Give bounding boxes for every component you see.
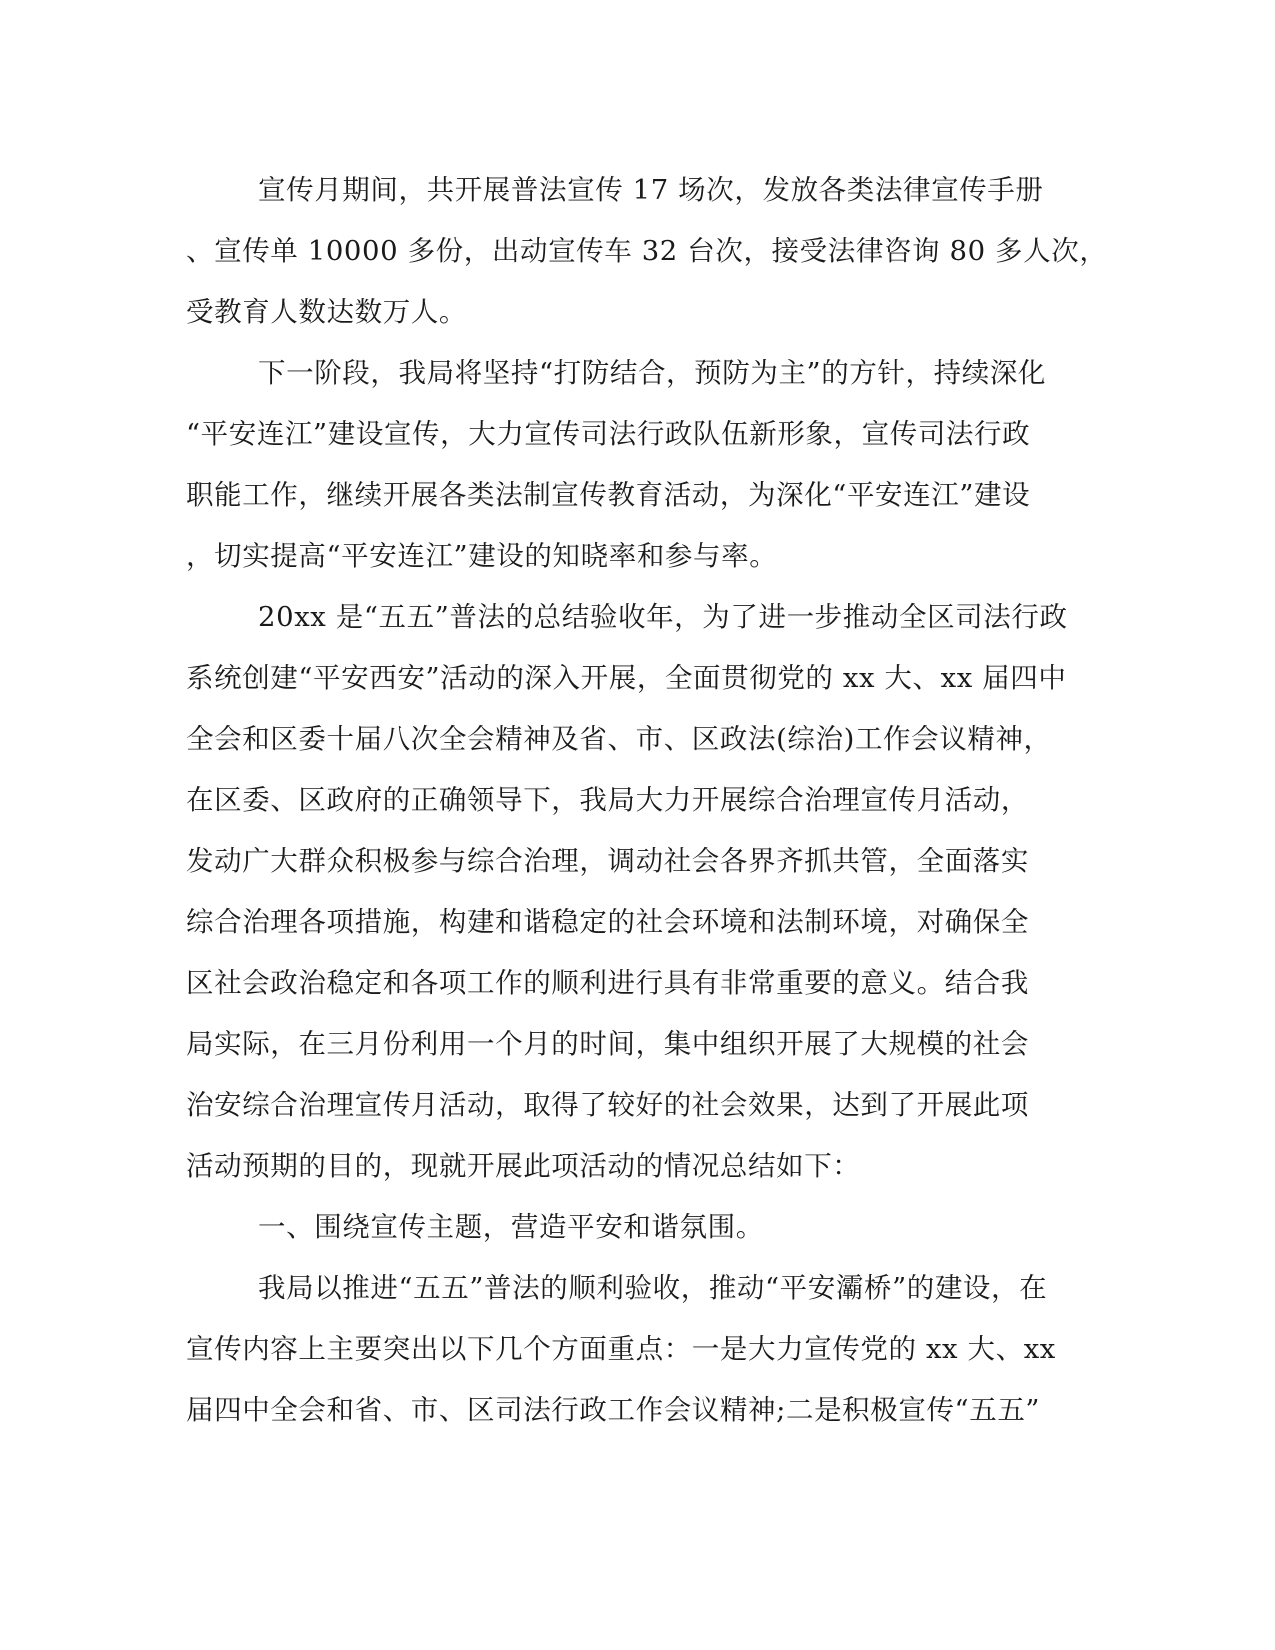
text-line: 系统创建“平安西安”活动的深入开展，全面贯彻党的 xx 大、xx 届四中 [186, 662, 1067, 694]
text-line: 宣传内容上主要突出以下几个方面重点：一是大力宣传党的 xx 大、xx [186, 1333, 1056, 1365]
text-line: 局实际，在三月份利用一个月的时间，集中组织开展了大规模的社会 [186, 1028, 1029, 1060]
text-line: 宣传月期间，共开展普法宣传 17 场次，发放各类法律宣传手册 [258, 174, 1044, 206]
text-line: 下一阶段，我局将坚持“打防结合，预防为主”的方针，持续深化 [258, 357, 1047, 389]
text-line: 区社会政治稳定和各项工作的顺利进行具有非常重要的意义。结合我 [186, 967, 1029, 999]
text-line: 我局以推进“五五”普法的顺利验收，推动“平安灞桥”的建设，在 [258, 1272, 1048, 1304]
section-heading: 一、围绕宣传主题，营造平安和谐氛围。 [258, 1211, 764, 1243]
text-line: 活动预期的目的，现就开展此项活动的情况总结如下： [186, 1150, 861, 1182]
text-line: ，切实提高“平安连江”建设的知晓率和参与率。 [186, 540, 778, 572]
text-line: 发动广大群众积极参与综合治理，调动社会各界齐抓共管，全面落实 [186, 845, 1029, 877]
text-line: 全会和区委十届八次全会精神及省、市、区政法(综治)工作会议精神， [186, 723, 1052, 755]
text-line: 在区委、区政府的正确领导下，我局大力开展综合治理宣传月活动， [186, 784, 1029, 816]
text-line: 受教育人数达数万人。 [186, 296, 467, 328]
text-line: 职能工作，继续开展各类法制宣传教育活动，为深化“平安连江”建设 [186, 479, 1031, 511]
text-line: 治安综合治理宣传月活动，取得了较好的社会效果，达到了开展此项 [186, 1089, 1029, 1121]
text-line: 、宣传单 10000 多份，出动宣传车 32 台次，接受法律咨询 80 多人次， [186, 235, 1108, 267]
text-line: 届四中全会和省、市、区司法行政工作会议精神;二是积极宣传“五五” [186, 1394, 1041, 1426]
text-line: 综合治理各项措施，构建和谐稳定的社会环境和法制环境，对确保全 [186, 906, 1029, 938]
body-text [186, 160, 1108, 1441]
text-line: 20xx 是“五五”普法的总结验收年，为了进一步推动全区司法行政 [258, 601, 1068, 633]
text-line: “平安连江”建设宣传，大力宣传司法行政队伍新形象，宣传司法行政 [186, 418, 1031, 450]
